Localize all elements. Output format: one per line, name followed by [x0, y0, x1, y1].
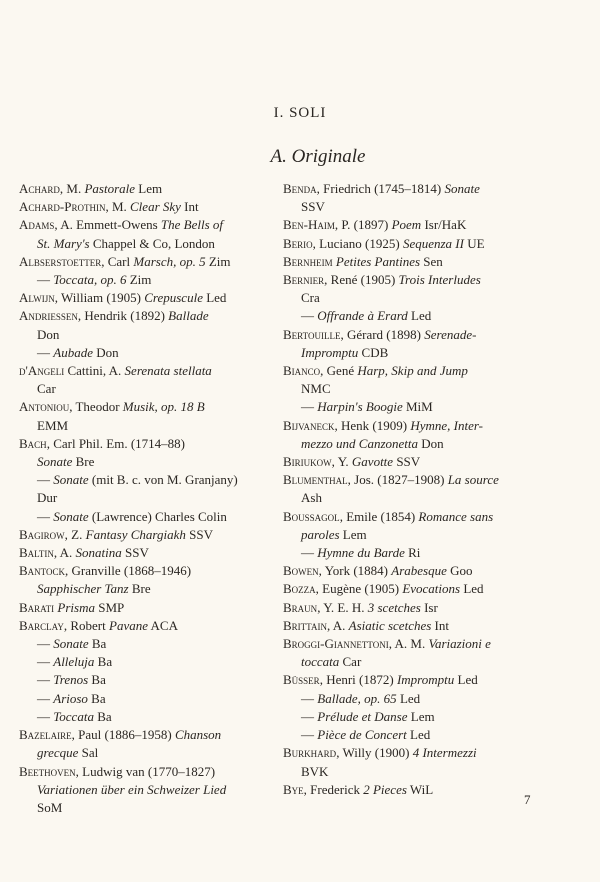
- publisher-code: Sen: [420, 253, 443, 269]
- work-title: 2 Pieces: [363, 781, 407, 797]
- composer-info: , Robert: [63, 617, 109, 633]
- entry-continuation-line: [37, 671, 271, 689]
- publisher-code: Led: [460, 581, 484, 597]
- work-title: Arioso: [53, 690, 88, 706]
- composer-name: Beethoven: [19, 763, 76, 779]
- work-title: Gavotte: [351, 454, 394, 470]
- composer-name: Baltin: [19, 545, 54, 561]
- entry-continuation-line: [301, 398, 545, 416]
- composer-entry: [19, 289, 271, 307]
- publisher-code: EMM: [37, 417, 69, 433]
- composer-entry: [19, 398, 271, 416]
- composer-info: , A. M.: [388, 636, 429, 652]
- composer-info: Cattini, A.: [64, 363, 125, 379]
- composer-name: d'Angeli: [19, 363, 65, 379]
- composer-info: , Y. E. H.: [317, 599, 368, 615]
- entry-continuation-line: [301, 344, 545, 362]
- work-title: Serenade-: [424, 326, 477, 342]
- work-title: toccata: [301, 654, 340, 670]
- work-title: Impromptu: [301, 344, 359, 360]
- entry-continuation-line: [301, 690, 545, 708]
- composer-entry: [283, 635, 545, 653]
- composer-name: Achard-Prothin: [19, 199, 106, 215]
- composer-name: Büsser: [283, 672, 320, 688]
- entry-continuation-line: [301, 198, 545, 216]
- work-title: Prisma: [57, 599, 95, 615]
- work-title: Marsch, op. 5: [133, 253, 206, 269]
- composer-name: Barati: [19, 599, 55, 615]
- publisher-code: SSV: [393, 454, 421, 470]
- composer-name: Burkhard: [283, 745, 337, 761]
- entry-continuation-line: [301, 435, 545, 453]
- composer-entry: [19, 617, 271, 635]
- publisher-code: Chappel & Co, London: [89, 235, 215, 251]
- work-title: Ballade: [168, 308, 209, 324]
- composer-info: , Emile (1854): [339, 508, 419, 524]
- composer-entry: [19, 180, 271, 198]
- work-title: paroles: [301, 526, 340, 542]
- composer-name: Bantock: [19, 563, 66, 579]
- work-title: Pavane: [109, 617, 148, 633]
- work-title: Trenos: [53, 672, 89, 688]
- entry-continuation-line: [301, 380, 545, 398]
- composer-entry: [19, 253, 271, 271]
- composer-entry: [283, 216, 545, 234]
- composer-info: —: [37, 472, 54, 488]
- work-title: The Bells of: [160, 217, 224, 233]
- composer-info: —: [37, 708, 54, 724]
- work-title: Toccata: [53, 708, 94, 724]
- composer-entry: [283, 235, 545, 253]
- work-title: St. Mary's: [37, 235, 90, 251]
- work-title: Arabesque: [391, 563, 447, 579]
- composer-info: , William (1905): [54, 290, 145, 306]
- composer-info: , Luciano (1925): [312, 235, 403, 251]
- composer-info: —: [37, 344, 54, 360]
- publisher-code: Int: [431, 617, 449, 633]
- composer-info: , Willy (1900): [336, 745, 413, 761]
- composer-entry: [283, 471, 545, 489]
- work-title: Evocations: [402, 581, 461, 597]
- composer-info: , René (1905): [324, 272, 399, 288]
- composer-name: Bertouille: [283, 326, 341, 342]
- entry-continuation-line: [301, 763, 545, 781]
- publisher-code: Zim: [205, 253, 231, 269]
- composer-name: Achard: [19, 181, 60, 196]
- composer-info: , Jos. (1827–1908): [347, 472, 448, 488]
- work-title: Petites Pantines: [335, 253, 421, 269]
- work-title: Alleluja: [53, 654, 95, 670]
- composer-name: Bowen: [283, 563, 319, 579]
- composer-info: , Henri (1872): [319, 672, 397, 688]
- composer-info: , P. (1897): [334, 217, 392, 233]
- composer-info: , Carl: [101, 253, 134, 269]
- composer-info: , Paul (1886–1958): [71, 727, 175, 743]
- publisher-code: Cra: [301, 290, 320, 306]
- composer-name: Ben-Haim: [283, 217, 335, 233]
- page-number: 7: [524, 792, 531, 807]
- composer-name: Bozza: [283, 581, 316, 597]
- work-title: Sonate: [37, 454, 73, 470]
- publisher-code: CDB: [358, 344, 389, 360]
- publisher-code: Ba: [93, 708, 112, 724]
- work-title: Asiatic scetches: [348, 617, 432, 633]
- composer-name: Alwijn: [19, 290, 55, 306]
- work-title: Sonate: [53, 472, 89, 488]
- publisher-code: SMP: [94, 599, 125, 615]
- work-title: Toccata, op. 6: [53, 272, 127, 288]
- composer-info: —: [301, 545, 318, 561]
- composer-entry: [283, 453, 545, 471]
- composer-entry: [283, 617, 545, 635]
- publisher-code: Lem: [339, 526, 367, 542]
- composer-name: Bazelaire: [19, 727, 72, 743]
- publisher-code: UE: [463, 235, 485, 251]
- composer-entry: [283, 362, 545, 380]
- entry-continuation-line: [37, 271, 271, 289]
- subsection-title: A. Originale: [270, 146, 366, 167]
- composer-entry: [283, 744, 545, 762]
- work-title: Clear Sky: [130, 199, 181, 215]
- composer-entry: [19, 763, 271, 781]
- publisher-code: SSV: [185, 526, 213, 542]
- entry-continuation-line: [301, 489, 545, 507]
- work-title: Prélude et Danse: [317, 708, 408, 724]
- composer-info: , York (1884): [318, 563, 392, 579]
- publisher-code: BVK: [301, 763, 329, 779]
- entry-continuation-line: [301, 726, 545, 744]
- publisher-code: Zim: [126, 272, 152, 288]
- composer-info: —: [301, 690, 318, 706]
- publisher-code: WiL: [406, 781, 434, 797]
- composer-entry: [19, 435, 271, 453]
- composer-name: Albserstoetter: [19, 253, 102, 269]
- work-title: Impromptu: [396, 672, 455, 688]
- work-title: Crepuscule: [144, 290, 203, 306]
- composer-entry: [19, 198, 271, 216]
- composer-info: , M.: [59, 181, 85, 196]
- work-title: Serenata stellata: [124, 363, 212, 379]
- work-title: Fantasy Chargiakh: [85, 526, 186, 542]
- section-title: I. SOLI: [273, 105, 327, 121]
- composer-info: , Granville (1868–1946): [65, 563, 192, 579]
- composer-entry: [19, 599, 271, 617]
- composer-info: —: [37, 272, 54, 288]
- composer-info: , Theodor: [69, 399, 123, 415]
- entry-continuation-line: [301, 708, 545, 726]
- publisher-code: Led: [406, 727, 431, 743]
- entry-continuation-line: [301, 526, 545, 544]
- composer-entry: [283, 580, 545, 598]
- composer-entry: [283, 417, 545, 435]
- publisher-code: Led: [202, 290, 227, 306]
- composer-name: Brittain: [283, 617, 327, 633]
- composer-info: , Y.: [331, 454, 352, 470]
- publisher-code: (Lawrence) Charles Colin: [88, 508, 227, 524]
- work-title: Romance sans: [418, 508, 494, 524]
- composer-info: , M.: [105, 199, 131, 215]
- publisher-code: Car: [37, 381, 56, 397]
- composer-info: , Hendrik (1892): [77, 308, 169, 324]
- publisher-code: SSV: [301, 199, 325, 215]
- composer-entry: [283, 271, 545, 289]
- publisher-code: Lem: [135, 181, 163, 196]
- publisher-code: Ba: [88, 636, 107, 652]
- composer-info: , Carl Phil. Em. (1714–88): [46, 435, 185, 451]
- composer-info: , A.: [326, 617, 349, 633]
- composer-name: Bernier: [283, 272, 325, 288]
- work-title: Poem: [391, 217, 422, 233]
- left-column: [19, 180, 271, 817]
- work-title: 4 Intermezzi: [412, 745, 477, 761]
- entry-continuation-line: [37, 326, 271, 344]
- work-title: Sonate: [444, 181, 480, 196]
- work-title: grecque: [37, 745, 79, 761]
- publisher-code: Ba: [94, 654, 113, 670]
- work-title: Musik, op. 18 B: [122, 399, 205, 415]
- work-title: Harpin's Boogie: [317, 399, 403, 415]
- publisher-code: (mit B. c. von M. Granjany): [88, 472, 238, 488]
- composer-name: Bianco: [283, 363, 321, 379]
- composer-name: Barclay: [19, 617, 64, 633]
- publisher-code: NMC: [301, 381, 331, 397]
- work-title: Sequenza II: [402, 235, 464, 251]
- composer-entry: [283, 508, 545, 526]
- composer-entry: [283, 562, 545, 580]
- composer-entry: [19, 562, 271, 580]
- entry-continuation-line: [37, 653, 271, 671]
- work-title: Aubade: [53, 344, 93, 360]
- composer-entry: [19, 362, 271, 380]
- work-title: Variationen über ein Schweizer Lied: [37, 781, 227, 797]
- publisher-code: Bre: [128, 581, 151, 597]
- entry-continuation-line: [37, 781, 271, 799]
- work-title: Ballade, op. 65: [317, 690, 397, 706]
- composer-info: , A.: [53, 545, 76, 561]
- composer-entry: [283, 326, 545, 344]
- entry-continuation-line: [37, 799, 271, 817]
- entry-continuation-line: [37, 635, 271, 653]
- work-title: 3 scetches: [367, 599, 421, 615]
- publisher-code: Don: [418, 435, 444, 451]
- publisher-code: Int: [180, 199, 199, 215]
- composer-name: Braun: [283, 599, 318, 615]
- publisher-code: Led: [407, 308, 432, 324]
- publisher-code: MiM: [402, 399, 433, 415]
- composer-info: , Gérard (1898): [340, 326, 425, 342]
- composer-entry: [19, 216, 271, 234]
- work-title: Chanson: [174, 727, 222, 743]
- composer-info: —: [301, 308, 318, 324]
- work-title: Hymne, Inter-: [410, 417, 483, 433]
- composer-info: , Z.: [64, 526, 86, 542]
- composer-name: Bye: [283, 781, 304, 797]
- publisher-code: ACA: [147, 617, 178, 633]
- composer-name: Bach: [19, 435, 47, 451]
- composer-info: —: [37, 690, 54, 706]
- composer-name: Broggi-Giannettoni: [283, 636, 389, 652]
- publisher-code: Car: [339, 654, 362, 670]
- right-column: [283, 180, 545, 799]
- work-title: Pastorale: [84, 181, 136, 196]
- composer-entry: [19, 726, 271, 744]
- composer-name: Bernheim: [283, 253, 333, 269]
- entry-continuation-line: [37, 708, 271, 726]
- entry-continuation-line: [37, 471, 271, 489]
- composer-info: , Gené: [320, 363, 358, 379]
- entry-continuation-line: [37, 344, 271, 362]
- publisher-code: Led: [396, 690, 421, 706]
- work-title: La source: [447, 472, 499, 488]
- work-title: Trois Interludes: [398, 272, 481, 288]
- work-title: Sonate: [53, 636, 89, 652]
- entry-continuation-line: [37, 417, 271, 435]
- publisher-code: Bre: [72, 454, 95, 470]
- composer-name: Adams: [19, 217, 55, 233]
- composer-name: Antoniou: [19, 399, 70, 415]
- publisher-code: Ri: [404, 545, 421, 561]
- publisher-code: Isr: [420, 599, 438, 615]
- composer-info: —: [301, 399, 318, 415]
- composer-info: , Friedrich (1745–1814): [316, 181, 445, 196]
- composer-entry: [19, 307, 271, 325]
- entry-continuation-line: [37, 580, 271, 598]
- composer-entry: [283, 253, 545, 271]
- composer-name: Biriukow: [283, 454, 332, 470]
- entry-continuation-line: [37, 380, 271, 398]
- composer-name: Berio: [283, 235, 313, 251]
- composer-info: , Eugène (1905): [315, 581, 403, 597]
- composer-info: , A. Emmett-Owens: [54, 217, 161, 233]
- work-title: Offrande à Erard: [317, 308, 408, 324]
- composer-entry: [283, 599, 545, 617]
- composer-info: , Frederick: [303, 781, 364, 797]
- composer-entry: [283, 671, 545, 689]
- composer-name: Benda: [283, 181, 317, 196]
- work-title: Sapphischer Tanz: [37, 581, 129, 597]
- work-title: Variazioni e: [428, 636, 491, 652]
- work-title: mezzo und Canzonetta: [301, 435, 418, 451]
- composer-info: , Henk (1909): [334, 417, 411, 433]
- composer-info: —: [301, 708, 318, 724]
- entry-continuation-line: [37, 744, 271, 762]
- composer-info: , Ludwig van (1770–1827): [75, 763, 216, 779]
- publisher-code: Don: [37, 326, 60, 342]
- composer-name: Bagirow: [19, 526, 65, 542]
- composer-info: —: [37, 508, 54, 524]
- composer-entry: [19, 526, 271, 544]
- publisher-code: Isr/HaK: [421, 217, 467, 233]
- entry-continuation-line: [37, 508, 271, 526]
- publisher-code: Don: [92, 344, 119, 360]
- publisher-code: SoM: [37, 799, 63, 815]
- publisher-code: Ash: [301, 490, 322, 506]
- composer-name: Bijvaneck: [283, 417, 335, 433]
- entry-continuation-line: [37, 690, 271, 708]
- publisher-code: Ba: [87, 690, 106, 706]
- work-title: Hymne du Barde: [317, 545, 405, 561]
- composer-entry: [283, 180, 545, 198]
- composer-info: —: [301, 727, 318, 743]
- work-title: Harp, Skip and Jump: [357, 363, 468, 379]
- entry-continuation-line: [301, 653, 545, 671]
- composer-name: Andriessen: [19, 308, 78, 324]
- entry-continuation-line: [301, 307, 545, 325]
- composer-name: Blumenthal: [283, 472, 348, 488]
- publisher-code: SSV: [121, 545, 149, 561]
- entry-continuation-line: [37, 489, 271, 507]
- composer-info: —: [37, 654, 54, 670]
- publisher-code: Dur: [37, 490, 58, 506]
- entry-continuation-line: [37, 235, 271, 253]
- publisher-code: Ba: [88, 672, 106, 688]
- composer-info: —: [37, 636, 54, 652]
- composer-info: —: [37, 672, 54, 688]
- work-title: Sonatina: [75, 545, 122, 561]
- composer-entry: [19, 544, 271, 562]
- publisher-code: Sal: [78, 745, 99, 761]
- work-title: Sonate: [53, 508, 89, 524]
- publisher-code: Goo: [446, 563, 473, 579]
- entry-continuation-line: [37, 453, 271, 471]
- composer-entry: [283, 781, 545, 799]
- publisher-code: Led: [454, 672, 478, 688]
- publisher-code: Lem: [407, 708, 435, 724]
- entry-continuation-line: [301, 544, 545, 562]
- composer-name: Boussagol: [283, 508, 340, 524]
- entry-continuation-line: [301, 289, 545, 307]
- work-title: Pièce de Concert: [317, 727, 407, 743]
